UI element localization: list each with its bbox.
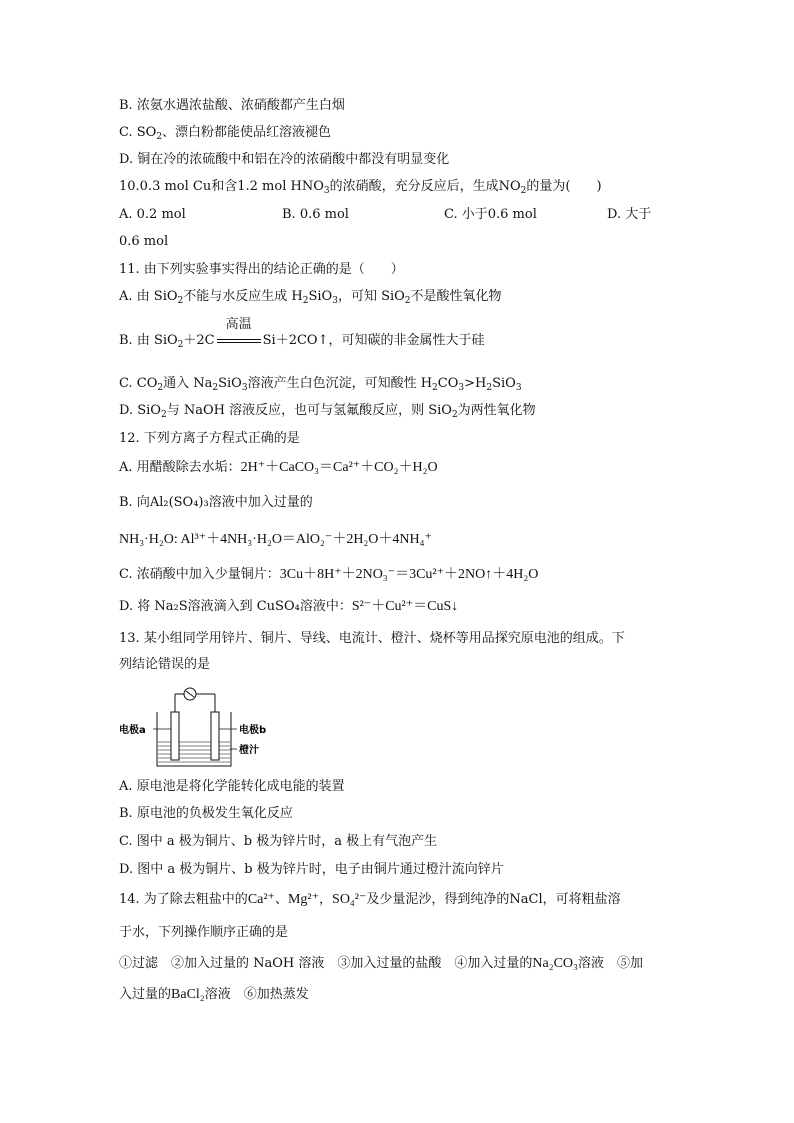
q12-option-b: B. 向Al₂(SO₄)₃溶液中加入过量的	[119, 495, 313, 510]
q11-option-a: A. 由 SiO$_2$不能与水反应生成 $H_2SiO_3$，可知 SiO$_2$不是酸性氧化物	[119, 289, 502, 306]
q11-option-b: B. 由 SiO$_2$＋2C 高温 Si＋2CO↑，可知碳的非金属性大于硅	[119, 316, 485, 350]
label-electrode-b: 电极b	[239, 725, 267, 736]
q9-option-b: B. 浓氨水遇浓盐酸、浓硝酸都产生白烟	[119, 98, 345, 113]
q12-option-a: A. 用醋酸除去水垢：2H⁺＋CaCO₃＝Ca²⁺＋CO₂＋H₂O	[119, 460, 438, 475]
q11-stem: 11. 由下列实验事实得出的结论正确的是（ ）	[119, 262, 404, 277]
q12-option-b-equation: NH₃·H₂O: Al³⁺＋4NH₃·H₂O＝AlO₂⁻＋2H₂O＋4NH₄⁺	[119, 532, 432, 547]
electrode-b	[211, 712, 219, 760]
q10-option-d: D. 大于	[607, 207, 652, 222]
q10-option-a: A. 0.2 mol	[119, 207, 186, 222]
q9-option-d: D. 铜在冷的浓硫酸中和铝在冷的浓硝酸中都没有明显变化	[119, 152, 450, 167]
q11-option-c: C. $CO_2$通入 $Na_2SiO_3$溶液产生白色沉淀，可知酸性 $H_2CO_3>H_2SiO_3$	[119, 376, 522, 393]
q10-option-c: C. 小于0.6 mol	[444, 207, 537, 222]
q12-option-c: C. 浓硝酸中加入少量铜片：3Cu＋8H⁺＋2NO₃⁻＝3Cu²⁺＋2NO↑＋4H₂O	[119, 567, 539, 582]
q13-stem-line2: 列结论错误的是	[119, 657, 211, 672]
q14-stem-line1: 14. 为了除去粗盐中的Ca²⁺、Mg²⁺，SO₄²⁻及少量泥沙，得到纯净的NaCl，可将粗盐溶	[119, 892, 621, 907]
q14-operations-line2: 入过量的BaCl₂溶液 ⑥加热蒸发	[119, 987, 309, 1002]
label-electrode-a: 电极a	[119, 725, 146, 736]
electrode-a	[171, 712, 179, 760]
q10-option-b: B. 0.6 mol	[282, 207, 349, 222]
q11-option-d: D. SiO$_2$与 NaOH 溶液反应，也可与氢氟酸反应，则 SiO$_2$为两性氧化物	[119, 403, 536, 420]
q13-option-c: C. 图中 a 极为铜片、b 极为锌片时，a 极上有气泡产生	[119, 834, 438, 849]
galvanic-cell-figure	[119, 684, 279, 772]
q13-stem-line1: 13. 某小组同学用锌片、铜片、导线、电流计、橙汁、烧杯等用品探究原电池的组成。下	[119, 631, 625, 646]
q14-stem-line2: 于水，下列操作顺序正确的是	[119, 925, 289, 940]
q13-option-b: B. 原电池的负极发生氧化反应	[119, 806, 293, 821]
q13-option-d: D. 图中 a 极为铜片、b 极为锌片时，电子由铜片通过橙汁流向锌片	[119, 862, 504, 877]
q12-option-d: D. 将 Na₂S溶液滴入到 CuSO₄溶液中：S²⁻＋Cu²⁺＝CuS↓	[119, 599, 459, 614]
label-orange-juice: 橙汁	[239, 745, 259, 756]
q13-option-a: A. 原电池是将化学能转化成电能的装置	[119, 779, 345, 794]
reaction-condition: 高温	[217, 334, 261, 348]
q9-option-c: C. $SO_2$、漂白粉都能使品红溶液褪色	[119, 125, 332, 142]
q12-stem: 12. 下列方离子方程式正确的是	[119, 431, 300, 446]
q10-option-d-cont: 0.6 mol	[119, 234, 169, 249]
galvanometer-icon	[184, 688, 196, 700]
q10-stem: 10.0.3 mol Cu和含1.2 mol $HNO_3$的浓硝酸，充分反应后，生成$NO_2$的量为( )	[119, 179, 602, 196]
q14-operations-line1: ①过滤 ②加入过量的 NaOH 溶液 ③加入过量的盐酸 ④加入过量的Na₂CO₃溶液 ⑤加	[119, 956, 643, 971]
